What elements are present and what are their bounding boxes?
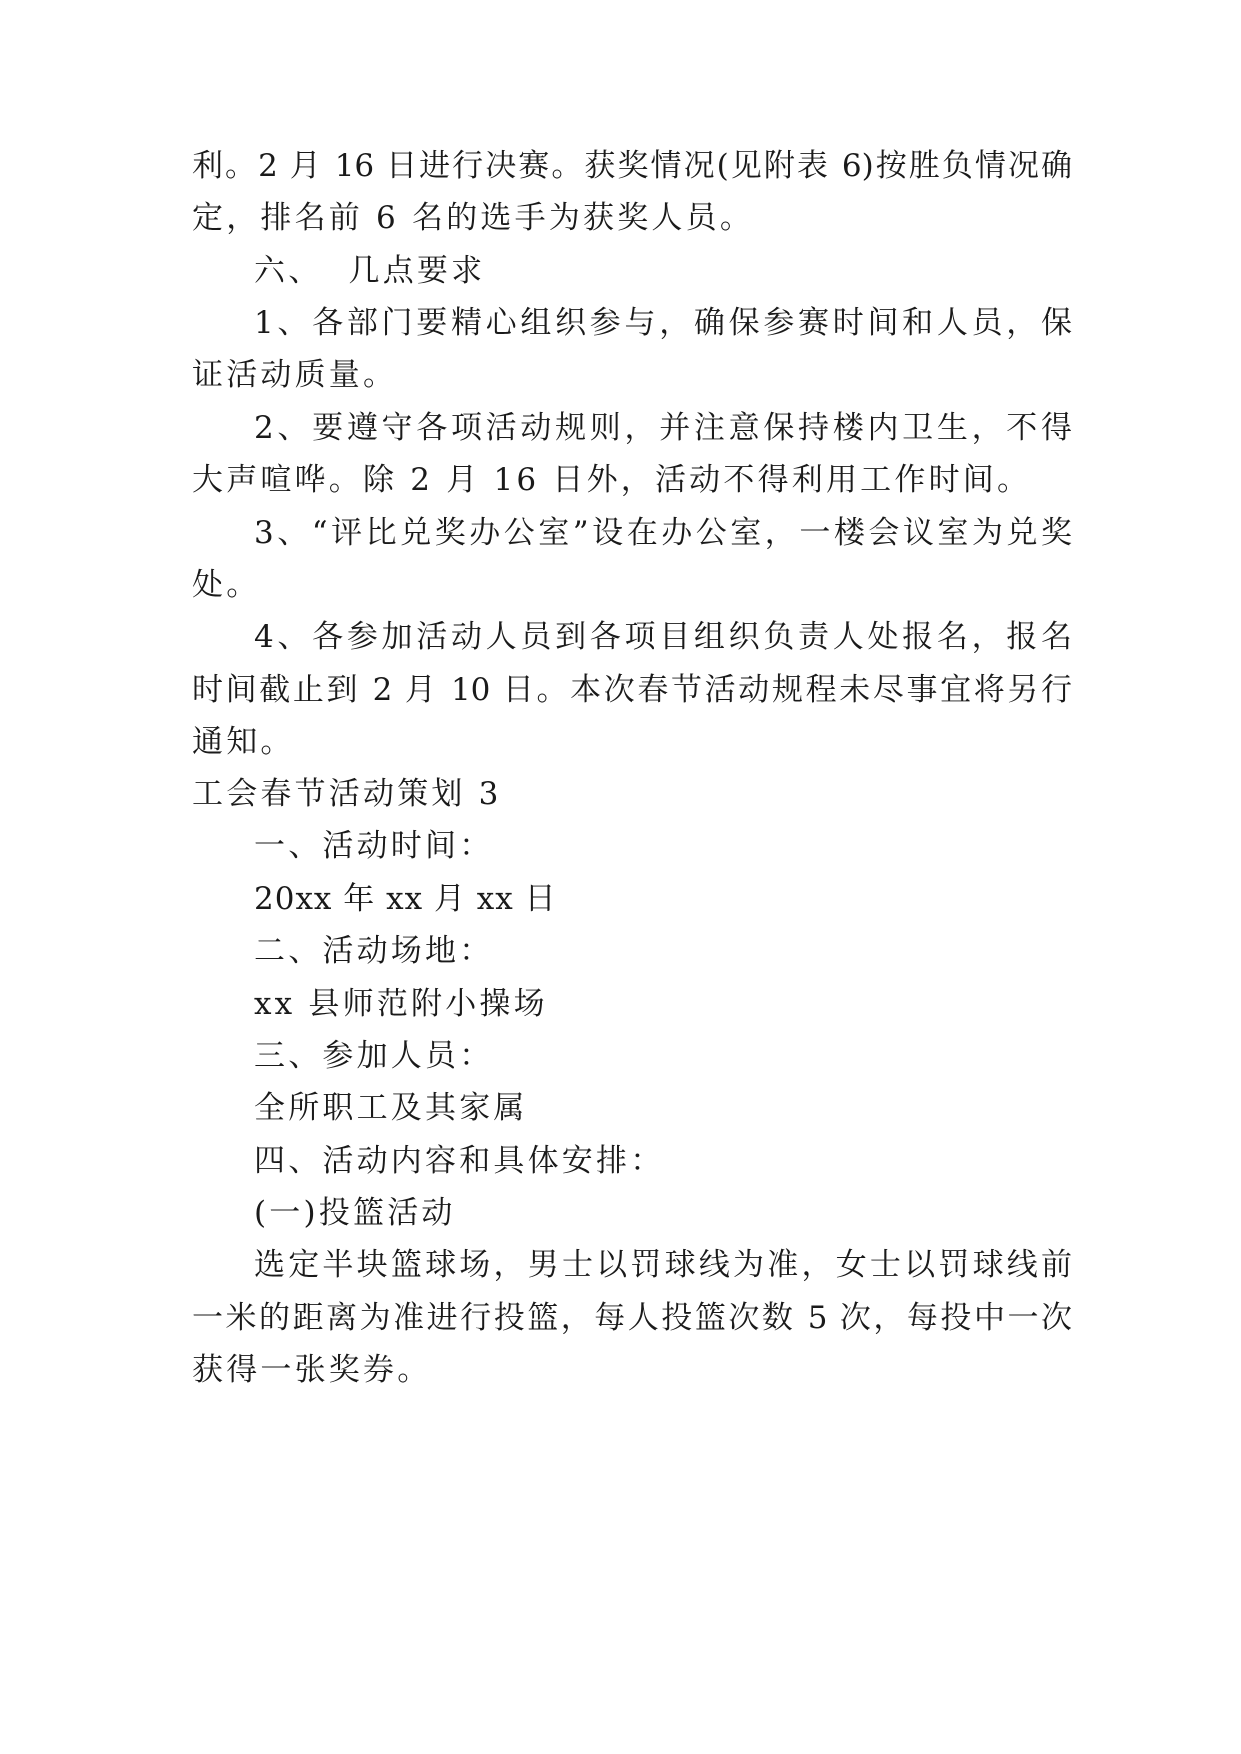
paragraph-line: 利。2 月 16 日进行决赛。获奖情况(见附表 6)按胜负情况确 [192,148,1072,184]
paragraph-line: 获得一张奖券。 [192,1352,432,1388]
section-heading: 三、参加人员： [254,1038,494,1074]
paragraph-line: xx 县师范附小操场 [254,986,548,1022]
paragraph-line: 20xx 年 xx 月 xx 日 [254,881,557,917]
section-heading: 四、活动内容和具体安排： [254,1143,665,1179]
list-item: 2、要遵守各项活动规则，并注意保持楼内卫生，不得 [254,410,1072,446]
paragraph-line: 通知。 [192,724,295,760]
list-item: 4、各参加活动人员到各项目组织负责人处报名，报名 [254,619,1072,655]
list-item: 1、各部门要精心组织参与，确保参赛时间和人员，保 [254,305,1072,341]
section-heading: 二、活动场地： [254,933,494,969]
subsection-heading: (一)投篮活动 [254,1195,456,1231]
paragraph-line: 定，排名前 6 名的选手为获奖人员。 [192,200,755,236]
list-item: 3、“评比兑奖办公室”设在办公室，一楼会议室为兑奖 [254,515,1072,551]
paragraph-line: 大声喧哗。除 2 月 16 日外，活动不得利用工作时间。 [192,462,1032,498]
document-title: 工会春节活动策划 3 [192,776,502,812]
paragraph-line: 全所职工及其家属 [254,1090,528,1126]
paragraph-line: 处。 [192,567,261,603]
paragraph-line: 时间截止到 2 月 10 日。本次春节活动规程未尽事宜将另行 [192,672,1072,708]
section-heading: 一、活动时间： [254,828,494,864]
paragraph-line: 选定半块篮球场，男士以罚球线为准，女士以罚球线前 [254,1247,1072,1283]
section-heading: 六、 几点要求 [254,253,486,289]
paragraph-line: 证活动质量。 [192,357,398,393]
paragraph-line: 一米的距离为准进行投篮，每人投篮次数 5 次，每投中一次 [192,1300,1072,1336]
